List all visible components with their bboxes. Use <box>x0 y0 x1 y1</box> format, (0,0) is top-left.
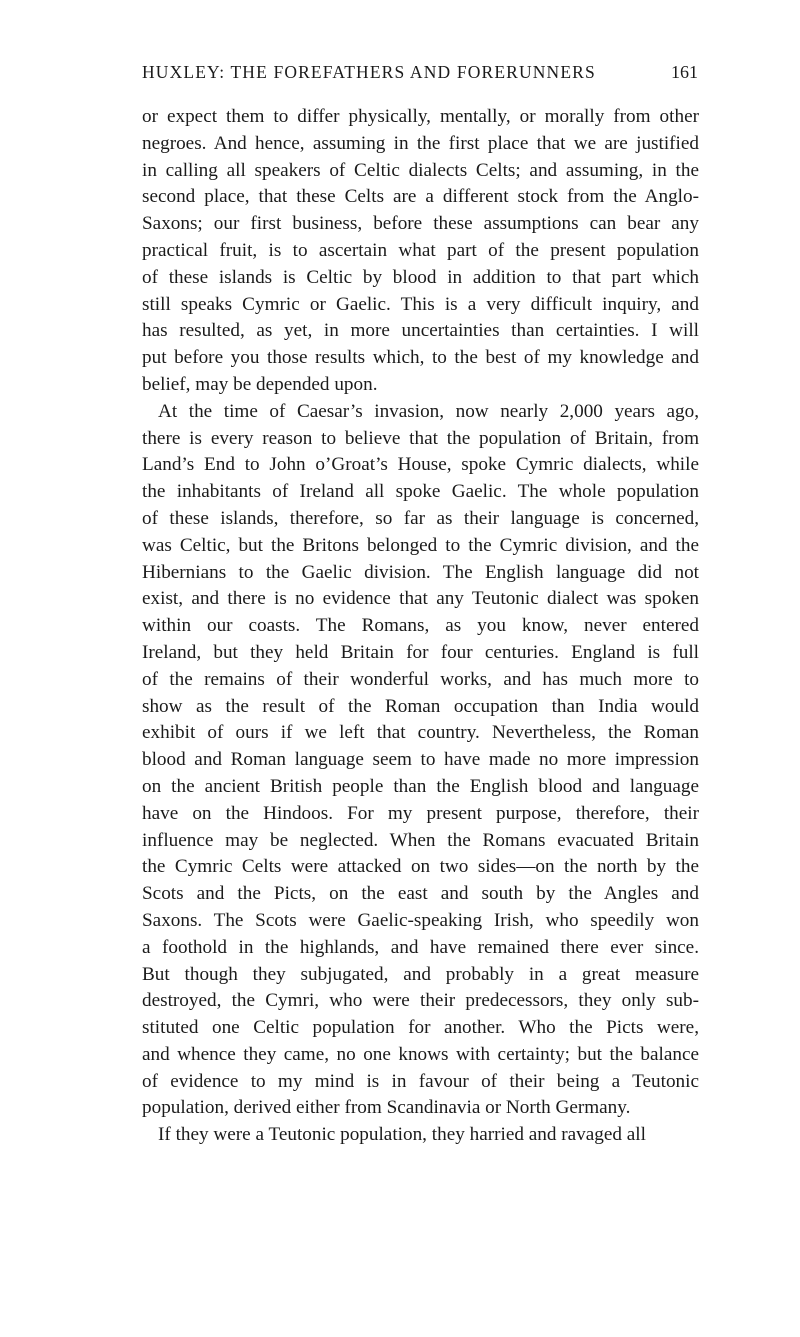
text-line: put before you those results which, to the best of my knowledge and <box>142 347 699 369</box>
text-line: blood and Roman language seem to have made no more impression <box>142 749 699 771</box>
text-line: Ireland, but they held Britain for four centuries. England is full <box>142 641 699 663</box>
running-title: HUXLEY: THE FOREFATHERS AND FORERUNNERS <box>142 62 596 82</box>
text-line: of evidence to my mind is in favour of their being a Teutonic <box>142 1070 699 1092</box>
text-line: there is every reason to believe that the population of Britain, from <box>142 427 699 449</box>
text-line: negroes. And hence, assuming in the first place that we are justified <box>142 132 699 154</box>
text-line: stituted one Celtic population for another. Who the Picts were, <box>142 1017 699 1039</box>
text-line: still speaks Cymric or Gaelic. This is a very difficult inquiry, and <box>142 293 699 315</box>
text-line: show as the result of the Roman occupation than India would <box>142 695 699 717</box>
text-line: practical fruit, is to ascertain what part of the present population <box>142 239 699 261</box>
text-line: influence may be neglected. When the Romans evacuated Britain <box>142 829 699 851</box>
text-line: and whence they came, no one knows with certainty; but the balance <box>142 1043 699 1065</box>
text-line: within our coasts. The Romans, as you know, never entered <box>142 615 699 637</box>
text-line: exhibit of ours if we left that country. Nevertheless, the Roman <box>142 722 699 744</box>
text-line: second place, that these Celts are a different stock from the Anglo- <box>142 186 699 208</box>
text-line: But though they subjugated, and probably in a great measure <box>142 963 699 985</box>
text-line: destroyed, the Cymri, who were their predecessors, they only sub- <box>142 990 699 1012</box>
text-line: a foothold in the highlands, and have remained there ever since. <box>142 936 699 958</box>
text-line: Hibernians to the Gaelic division. The English language did not <box>142 561 699 583</box>
text-line: Scots and the Picts, on the east and south by the Angles and <box>142 883 699 905</box>
body-text <box>142 104 699 1149</box>
text-line: At the time of Caesar’s invasion, now nearly 2,000 years ago, <box>158 400 699 422</box>
page-number: 161 <box>671 62 698 82</box>
text-line: or expect them to differ physically, mentally, or morally from other <box>142 106 699 127</box>
text-line: have on the Hindoos. For my present purpose, therefore, their <box>142 802 699 824</box>
text-line: of the remains of their wonderful works, and has much more to <box>142 668 699 690</box>
text-line: population, derived either from Scandinavia or North Germany. <box>142 1097 631 1119</box>
text-line: Land’s End to John o’Groat’s House, spoke Cymric dialects, while <box>142 454 699 476</box>
text-line: belief, may be depended upon. <box>142 373 378 395</box>
text-line: the inhabitants of Ireland all spoke Gaelic. The whole population <box>142 481 699 503</box>
running-head <box>138 62 698 86</box>
text-line: in calling all speakers of Celtic dialects Celts; and assuming, in the <box>142 159 699 181</box>
text-line: has resulted, as yet, in more uncertainties than certainties. I will <box>142 320 699 342</box>
text-line: of these islands is Celtic by blood in addition to that part which <box>142 266 699 288</box>
text-line: Saxons. The Scots were Gaelic-speaking Irish, who speedily won <box>142 909 699 931</box>
text-line: of these islands, therefore, so far as their language is concerned, <box>142 507 699 529</box>
text-line: If they were a Teutonic population, they harried and ravaged all <box>158 1124 646 1146</box>
text-line: Saxons; our first business, before these assumptions can bear any <box>142 213 699 235</box>
text-line: was Celtic, but the Britons belonged to the Cymric division, and the <box>142 534 699 556</box>
text-line: on the ancient British people than the English blood and language <box>142 775 699 797</box>
text-line: the Cymric Celts were attacked on two sides—on the north by the <box>142 856 699 878</box>
text-line: exist, and there is no evidence that any Teutonic dialect was spoken <box>142 588 699 610</box>
